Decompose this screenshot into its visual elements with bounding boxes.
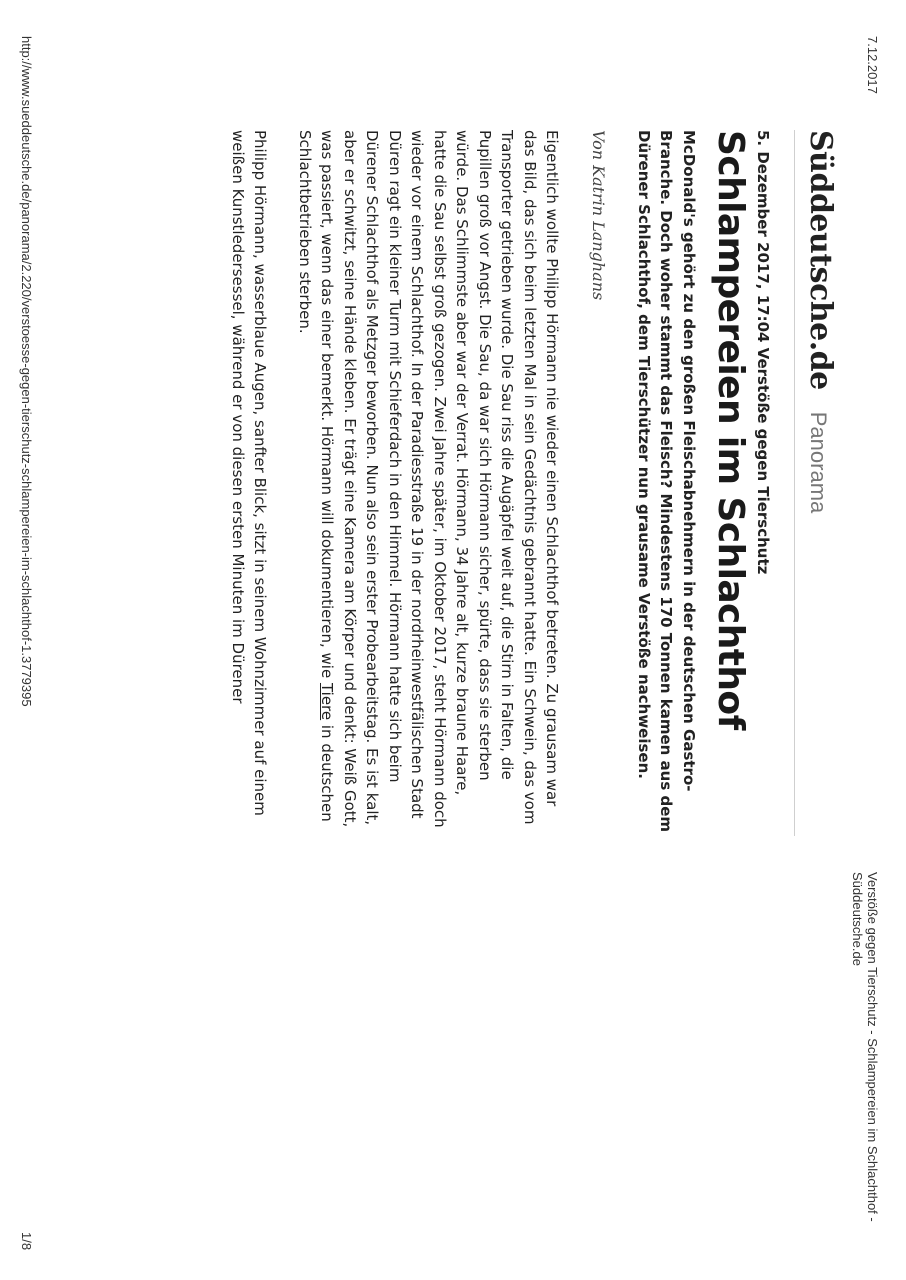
print-date: 7.12.2017 [865,36,880,94]
site-logo[interactable]: Süddeutsche.de [803,130,838,390]
masthead [794,130,838,836]
article-paragraph [293,130,563,836]
article-dateline: 5. Dezember 2017, 17:04 Verstöße gegen Tierschutz [754,130,772,575]
article-headline: Schlampereien im Schlachthof [710,130,751,730]
section-link-panorama[interactable]: Panorama [806,411,831,514]
article [226,130,838,836]
article-byline: Von Katrin Langhans [589,130,609,301]
link-tiere[interactable]: Tiere [318,682,337,721]
paragraph-text: Eigentlich wollte Philipp Hörmann nie wieder einen Schlachthof betreten. Zu grausam war das Bild, das sich beim letzten Mal in sein Gedächtnis gebrannt hatte. Ein Schwein, das vom Transporter getrieben wurde. Die Sau riss die Augäpfel weit auf, die Stirn in Falten, die Pupillen groß vor Angst. Die Sau, da war sich Hörmann sicher, spürte, dass sie sterben würde. Das Schlimmste aber war der Verrat. Hörmann, 34 Jahre alt, kurze braune Haare, hatte die Sau selbst groß gezogen. Zwei Jahre später, im Oktober 2017, steht Hörmann doch wieder vor einem Schlachthof. In der Paradiesstraße 19 in der nordrheinwestfälischen Stadt Düren ragt ein kleiner Turm mit Schieferdach in den Himmel. Hörmann hatte sich beim Dürener Schlachthof als Metzger beworben. Nun also sein erster Probearbeitstag. Es ist kalt, aber er schwitzt, seine Hände kleben. Er trägt eine Kamera am Körper und denkt: Weiß Gott, was passiert, wenn das einer bemerkt. Hörmann will dokumentieren, wie [318,130,562,828]
article-lead: McDonald's gehört zu den großen Fleischabnehmern in der deutschen Gastro-Branche. Doch woher stammt das Fleisch? Mindestens 170 Tonnen kamen aus dem Dürener Schlachthof, dem Tierschützer nun grausame Verstöße nachweisen. [634,130,698,833]
article-paragraph: Philipp Hörmann, wasserblaue Augen, sanfter Blick, sitzt in seinem Wohnzimmer auf einem weißen Kunstledersessel, während er von diesen ersten Minuten im Dürener [228,130,270,816]
paragraph-text: in deutschen Schlachtbetrieben sterben. [295,130,337,822]
print-page-title: Verstöße gegen Tierschutz - Schlampereien im Schlachthof - Süddeutsche.de [850,872,880,1222]
print-page-number: 1/8 [19,1232,34,1251]
print-url: http://www.sueddeutsche.de/panorama/2.220/verstoesse-gegen-tierschutz-schlampereien-im-schlachthof-1.3779395 [19,36,34,707]
